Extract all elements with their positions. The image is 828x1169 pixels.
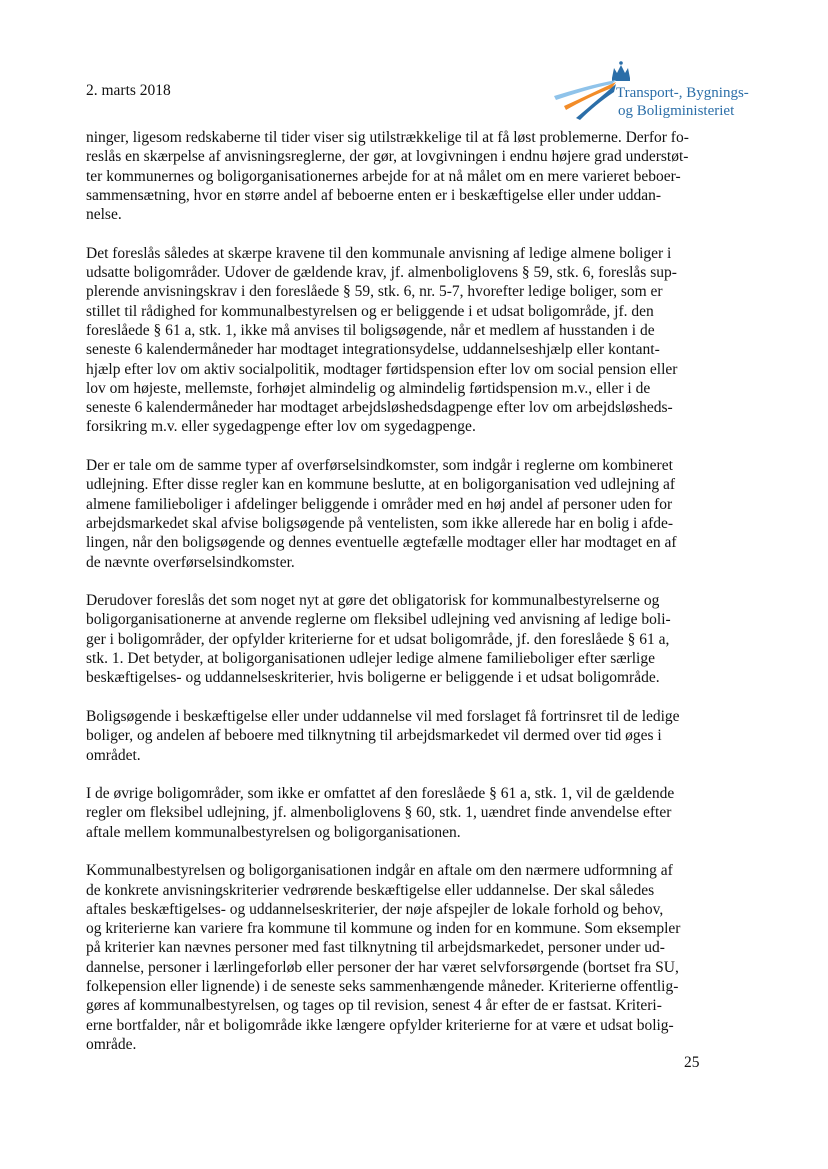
paragraph-5 xyxy=(86,707,706,765)
paragraph-3 xyxy=(86,456,706,572)
logo-line-2: og Boligministeriet xyxy=(618,103,735,119)
text-line: nelse. xyxy=(86,206,122,224)
text-line: beskæftigelses- og uddannelseskriterier, hvis boligerne er beliggende i et udsat boligområde. xyxy=(86,669,660,687)
text-line: de nævnte overførselsindkomster. xyxy=(86,553,295,571)
text-line: plerende anvisningskrav i den foreslåede § 59, stk. 6, nr. 5-7, hvorefter ledige boliger, som er xyxy=(86,283,663,301)
crown-icon xyxy=(612,61,630,81)
text-line: Derudover foreslås det som noget nyt at gøre det obligatorisk for kommunalbestyrelserne og xyxy=(86,592,660,610)
text-line: almene familieboliger i afdelinger beliggende i områder med en høj andel af personer uden for xyxy=(86,495,673,513)
text-line: erne bortfalder, når et boligområde ikke længere opfylder kriterierne for at være et udsat bolig- xyxy=(86,1016,674,1034)
text-line: lov om højeste, mellemste, forhøjet almindelig og almindelig førtidspension m.v., eller i de xyxy=(86,379,651,397)
text-line: arbejdsmarkedet skal afvise boligsøgende på ventelisten, som ikke allerede har en bolig i afde- xyxy=(86,514,674,532)
text-line: Det foreslås således at skærpe kravene til den kommunale anvisning af ledige almene boliger i xyxy=(86,244,672,262)
text-line: lingen, når den boligsøgende og dennes eventuelle ægtefælle modtager eller har modtaget en af xyxy=(86,534,677,552)
text-line: dannelse, personer i lærlingeforløb eller personer der har været selvforsørgende (bortset fra SU, xyxy=(86,958,679,976)
text-line: udsatte boligområder. Udover de gældende krav, jf. almenboliglovens § 59, stk. 6, foreslås sup- xyxy=(86,264,677,282)
text-line: sammensætning, hvor en større andel af beboerne enten er i beskæftigelse eller under uddan- xyxy=(86,186,662,204)
text-line: gøres af kommunalbestyrelsen, og tages op til revision, senest 4 år efter de er fastsat. Kriteri- xyxy=(86,997,662,1015)
ministry-logo xyxy=(554,56,764,124)
text-line: seneste 6 kalendermåneder har modtaget integrationsydelse, uddannelseshjælp eller kontant- xyxy=(86,341,660,359)
text-line: område. xyxy=(86,1035,137,1053)
text-line: folkepension eller lignende) i de seneste seks sammenhængende måneder. Kriterierne offentlig- xyxy=(86,978,679,996)
text-line: regler om fleksibel udlejning, jf. almenboliglovens § 60, stk. 1, uændret finde anvendelse efter xyxy=(86,804,672,822)
logo-line-1: Transport-, Bygnings- xyxy=(616,85,749,101)
text-line: boligorganisationerne at anvende reglerne om fleksibel udlejning ved anvisning af ledige boli- xyxy=(86,611,671,629)
body-text xyxy=(86,128,706,1074)
text-line: hjælp efter lov om aktiv socialpolitik, modtager førtidspension efter lov om social pension eller xyxy=(86,360,678,378)
text-line: boliger, og andelen af beboere med tilknytning til arbejdsmarkedet vil dermed over tid øges i xyxy=(86,727,662,745)
paragraph-6 xyxy=(86,784,706,842)
text-line: på kriterier kan nævnes personer med fast tilknytning til arbejdsmarkedet, personer under ud- xyxy=(86,939,665,957)
text-line: ter kommunernes og boligorganisationernes arbejde for at nå målet om en mere varieret beboer- xyxy=(86,167,681,185)
logo-text xyxy=(616,84,749,120)
text-line: seneste 6 kalendermåneder har modtaget arbejdsløshedsdagpenge efter lov om arbejdsløsheds- xyxy=(86,399,673,417)
text-line: I de øvrige boligområder, som ikke er omfattet af den foreslåede § 61 a, stk. 1, vil de gældende xyxy=(86,785,675,803)
paragraph-7 xyxy=(86,861,706,1054)
text-line: stk. 1. Det betyder, at boligorganisationen udlejer ledige almene familieboliger efter særlige xyxy=(86,650,655,668)
text-line: aftale mellem kommunalbestyrelsen og boligorganisationen. xyxy=(86,823,461,841)
paragraph-1 xyxy=(86,128,706,224)
text-line: og kriterierne kan variere fra kommune til kommune og inden for en kommune. Som eksempler xyxy=(86,920,681,938)
text-line: Kommunalbestyrelsen og boligorganisationen indgår en aftale om den nærmere udformning af xyxy=(86,862,673,880)
page-number: 25 xyxy=(684,1054,700,1071)
text-line: foreslåede § 61 a, stk. 1, ikke må anvises til boligsøgende, når et medlem af husstanden i de xyxy=(86,321,655,339)
text-line: udlejning. Efter disse regler kan en kommune beslutte, at en boligorganisation ved udlejning af xyxy=(86,476,675,494)
text-line: aftales beskæftigelses- og uddannelseskriterier, der nøje afspejler de lokale forhold og behov, xyxy=(86,900,664,918)
text-line: ger i boligområder, der opfylder kriterierne for et udsat boligområde, jf. den foreslåede § 61 a, xyxy=(86,630,670,648)
swoosh-icon xyxy=(554,80,616,120)
text-line: stillet til rådighed for kommunalbestyrelsen og er beliggende i et udsat boligområde, jf. den xyxy=(86,302,654,320)
paragraph-2 xyxy=(86,244,706,437)
text-line: ninger, ligesom redskaberne til tider viser sig utilstrækkelige til at få løst problemerne. Derfor fo- xyxy=(86,129,689,146)
document-date: 2. marts 2018 xyxy=(86,82,171,99)
text-line: Der er tale om de samme typer af overførselsindkomster, som indgår i reglerne om kombineret xyxy=(86,457,673,475)
text-line: forsikring m.v. eller sygedagpenge efter lov om sygedagpenge. xyxy=(86,418,476,436)
text-line: de konkrete anvisningskriterier vedrørende beskæftigelse eller uddannelse. Der skal således xyxy=(86,881,655,899)
text-line: reslås en skærpelse af anvisningsreglerne, der gør, at lovgivningen i endnu højere grad understøt- xyxy=(86,148,689,166)
paragraph-4 xyxy=(86,591,706,687)
text-line: Boligsøgende i beskæftigelse eller under uddannelse vil med forslaget få fortrinsret til de ledige xyxy=(86,707,680,725)
text-line: området. xyxy=(86,746,141,764)
